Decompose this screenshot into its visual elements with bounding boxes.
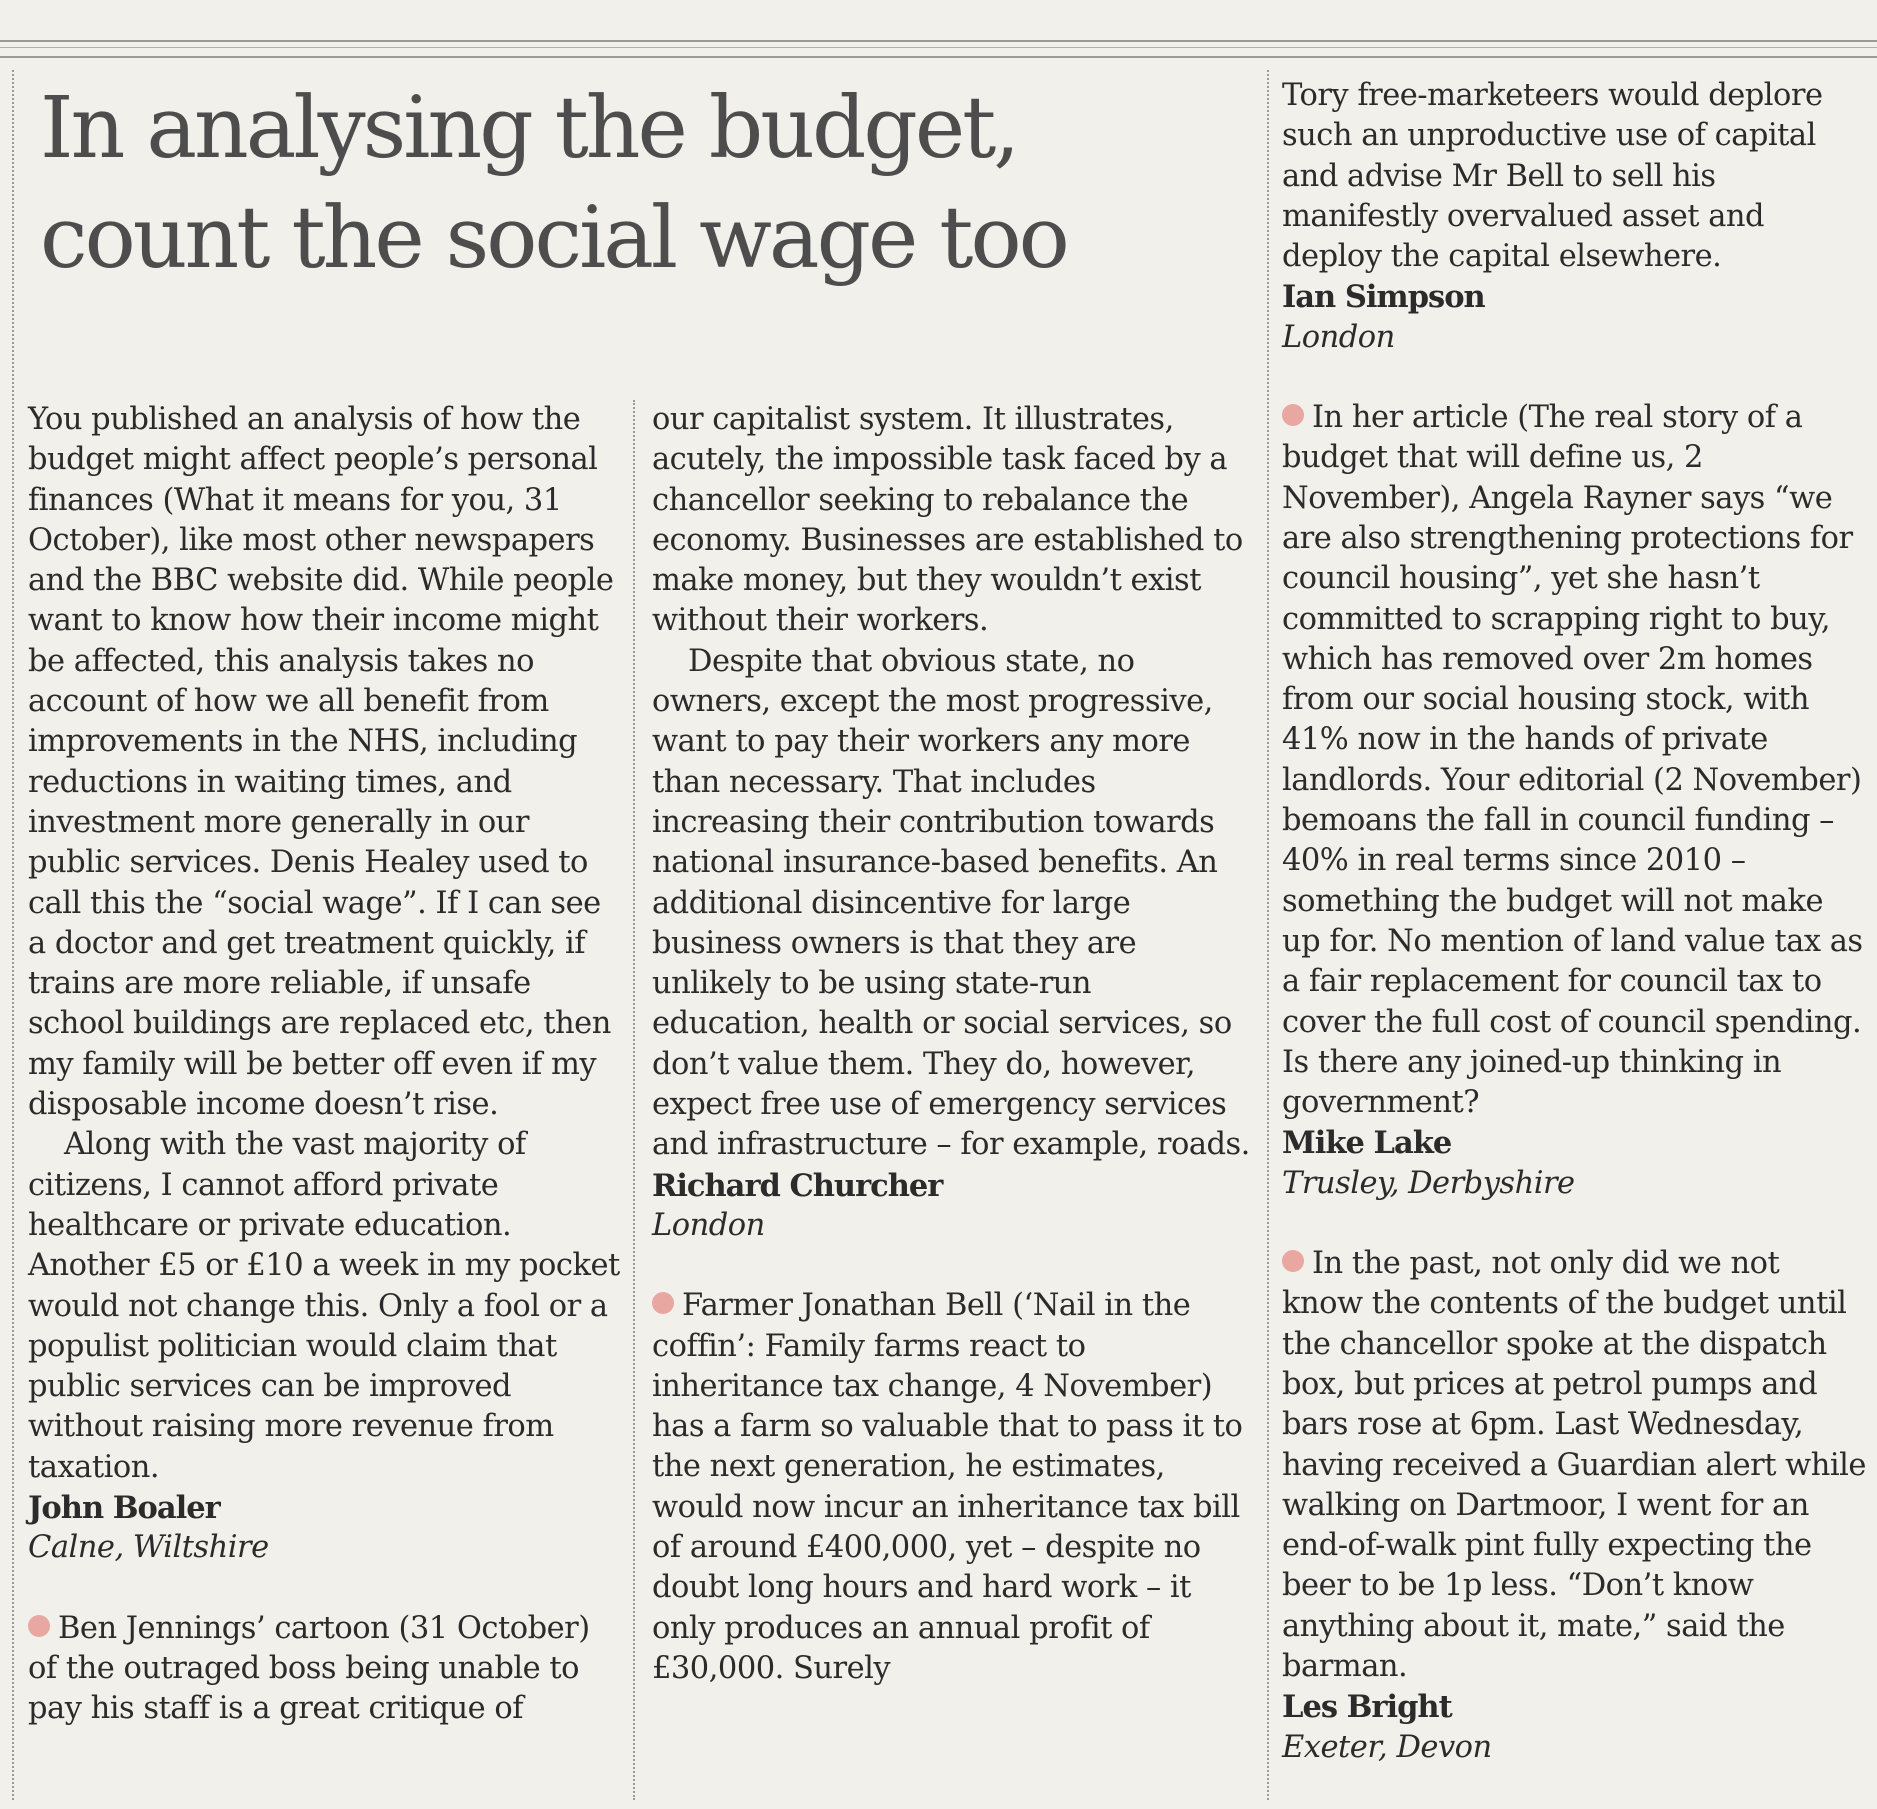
signature-name: Les Bright <box>1282 1689 1452 1726</box>
letter-boaler-paragraph-1: You published an analysis of how the budget might affect people’s personal finances (What it means for you, 31 October), like most other newspapers and the BBC website did. While people want to know how their income might be affected, this analysis takes no account of how we all benefit from improvements in the NHS, including reductions in waiting times, and investment more generally in our public services. Denis Healey used to call this the “social wage”. If I can see a doctor and get treatment quickly, if trains are more reliable, if unsafe school buildings are replaced etc, then my family will be better off even if my disposable income doesn’t rise. <box>28 402 614 1123</box>
letter-churcher-paragraph-2: Despite that obvious state, no owners, except the most progressive, want to pay their workers any more than necessary. That includes increasing their contribution towards national insurance-based benefits. An additional disincentive for large business owners is that they are unlikely to be using state-run education, health or social services, so don’t value them. They do, however, expect free use of emergency services and infrastructure – for example, roads. <box>652 643 1250 1163</box>
headline <box>40 74 1240 294</box>
top-rules <box>0 40 1877 58</box>
headline-line-1: In analysing the budget, <box>40 79 1018 178</box>
signature-location: Trusley, Derbyshire <box>1282 1165 1575 1201</box>
letter-bullet-icon <box>1282 404 1304 426</box>
column-1 <box>28 400 626 1730</box>
column-2 <box>652 400 1257 1689</box>
signature-name: Ian Simpson <box>1282 279 1485 316</box>
signature-location: Exeter, Devon <box>1282 1729 1492 1765</box>
letter-lake-paragraph-1: In her article (The real story of a budget that will define us, 2 November), Angela Rayner says “we are also strengthening protections for council housing”, yet she hasn’t committed to scrapping right to buy, which has removed over 2m homes from our social housing stock, with 41% now in the hands of private landlords. Your editorial (2 November) bemoans the fall in council funding – 40% in real terms since 2010 – something the budget will not make up for. No mention of land value tax as a fair replacement for council tax to cover the full cost of council spending. Is there any joined-up thinking in government? <box>1282 400 1863 1121</box>
letter-simpson-paragraph-1: Farmer Jonathan Bell (‘Nail in the coffin’: Family farms react to inheritance tax change, 4 November) has a farm so valuable that to pass it to the next generation, he estimates, would now incur an inheritance tax bill of around £400,000, yet – despite no doubt long hours and hard work – it only produces an annual profit of £30,000. Surely <box>652 1288 1243 1686</box>
letter-bullet-icon <box>28 1615 50 1637</box>
column-3 <box>1282 76 1867 1768</box>
signature-name: Richard Churcher <box>652 1167 943 1204</box>
column-rule-2 <box>1267 70 1269 1800</box>
letter-bright-paragraph-1: In the past, not only did we not know the contents of the budget until the chancellor spoke at the dispatch box, but prices at petrol pumps and bars rose at 6pm. Last Wednesday, having received a Guardian alert while walking on Dartmoor, I went for an end-of-walk pint fully expecting the beer to be 1p less. “Don’t know anything about it, mate,” said the barman. <box>1282 1246 1866 1684</box>
signature-location: London <box>1282 319 1395 355</box>
letter-bullet-icon <box>1282 1250 1304 1272</box>
signature-location: London <box>652 1207 765 1243</box>
letter-churcher-paragraph-1-cont: our capitalist system. It illustrates, acutely, the impossible task faced by a chancellor seeking to rebalance the economy. Businesses are established to make money, but they wouldn’t exist without their workers. <box>652 402 1243 639</box>
letter-simpson-paragraph-1-cont: Tory free-marketeers would deplore such an unproductive use of capital and advise Mr Bell to sell his manifestly overvalued asset and deploy the capital elsewhere. <box>1282 78 1823 275</box>
column-rule-1 <box>633 400 635 1800</box>
headline-line-2: count the social wage too <box>40 189 1067 288</box>
signature-name: Mike Lake <box>1282 1125 1452 1162</box>
letter-churcher-paragraph-1: Ben Jennings’ cartoon (31 October) of the outraged boss being unable to pay his staff is a great critique of <box>28 1610 590 1727</box>
letter-boaler-paragraph-2: Along with the vast majority of citizens, I cannot afford private healthcare or private education. Another £5 or £10 a week in my pocket would not change this. Only a fool or a populist politician would claim that public services can be improved without raising more revenue from taxation. <box>28 1127 620 1485</box>
signature-location: Calne, Wiltshire <box>28 1530 269 1566</box>
left-column-rule <box>12 70 14 1800</box>
letter-bullet-icon <box>652 1292 674 1314</box>
signature-name: John Boaler <box>28 1490 220 1527</box>
